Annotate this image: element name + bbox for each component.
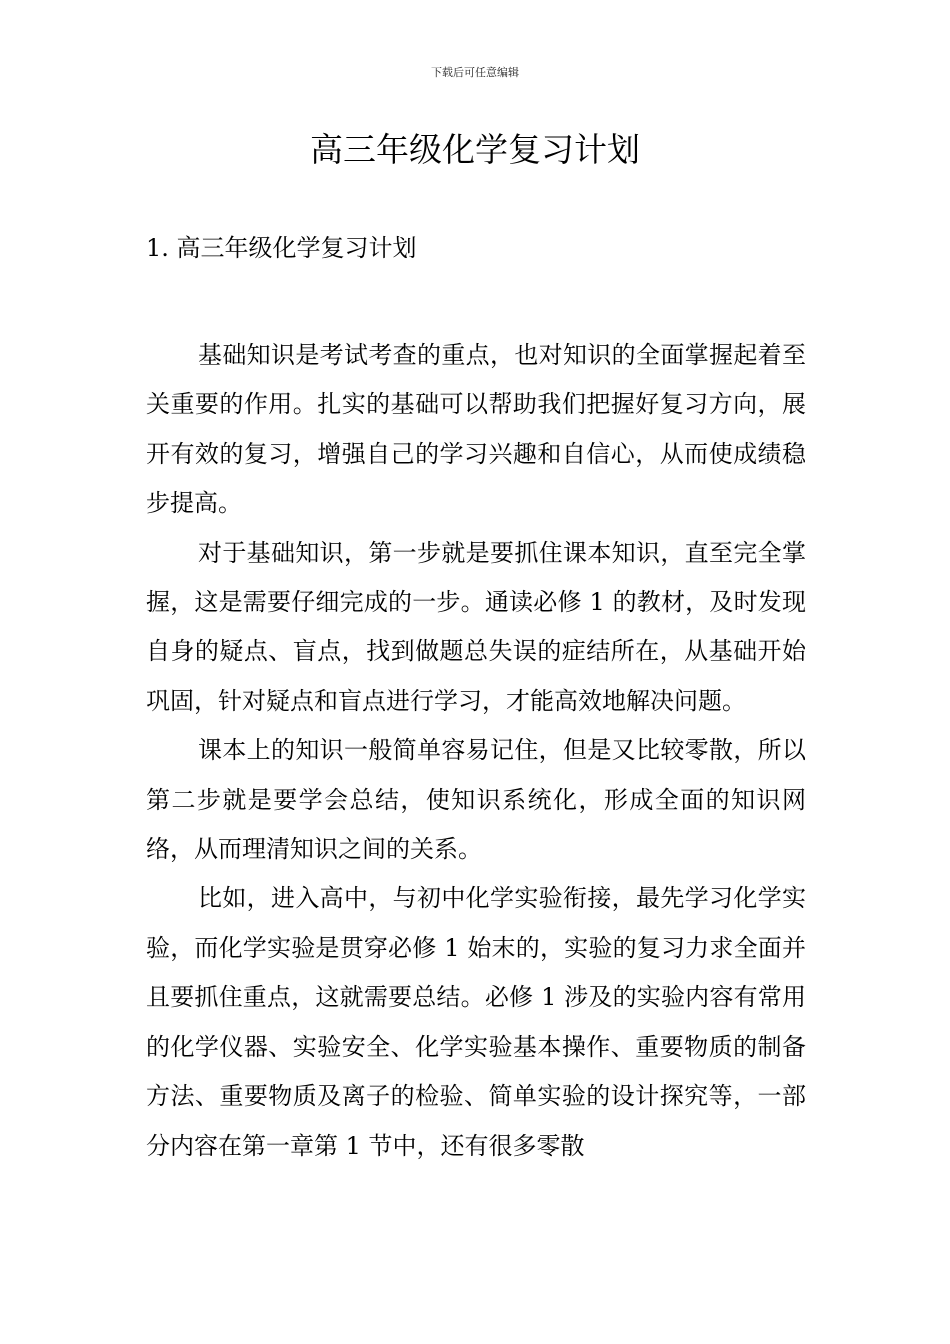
paragraph: 对于基础知识，第一步就是要抓住课本知识，直至完全掌握，这是需要仔细完成的一步。通读必修 1 的教材，及时发现自身的疑点、盲点，找到做题总失误的症结所在，从基础开始巩固，针对疑点和盲点进行学习，才能高效地解决问题。 xyxy=(146,538,806,715)
paragraph: 基础知识是考试考查的重点，也对知识的全面掌握起着至关重要的作用。扎实的基础可以帮助我们把握好复习方向，展开有效的复习，增强自己的学习兴趣和自信心，从而使成绩稳步提高。 xyxy=(146,341,806,518)
section-heading: 1. 高三年级化学复习计划 xyxy=(146,234,417,262)
document-title: 高三年级化学复习计划 xyxy=(310,130,640,169)
paragraph: 课本上的知识一般简单容易记住，但是又比较零散，所以第二步就是要学会总结，使知识系统化，形成全面的知识网络，从而理清知识之间的关系。 xyxy=(146,736,806,864)
body-text xyxy=(146,331,806,1171)
header-note: 下载后可任意编辑 xyxy=(431,66,519,79)
paragraph: 比如，进入高中，与初中化学实验衔接，最先学习化学实验，而化学实验是贯穿必修 1 始末的，实验的复习力求全面并且要抓住重点，这就需要总结。必修 1 涉及的实验内容有常用的化学仪器、实验安全、化学实验基本操作、重要物质的制备方法、重要物质及离子的检验、简单实验的设计探究等，一部分内容在第一章第 1 节中，还有很多零散 xyxy=(146,884,806,1160)
